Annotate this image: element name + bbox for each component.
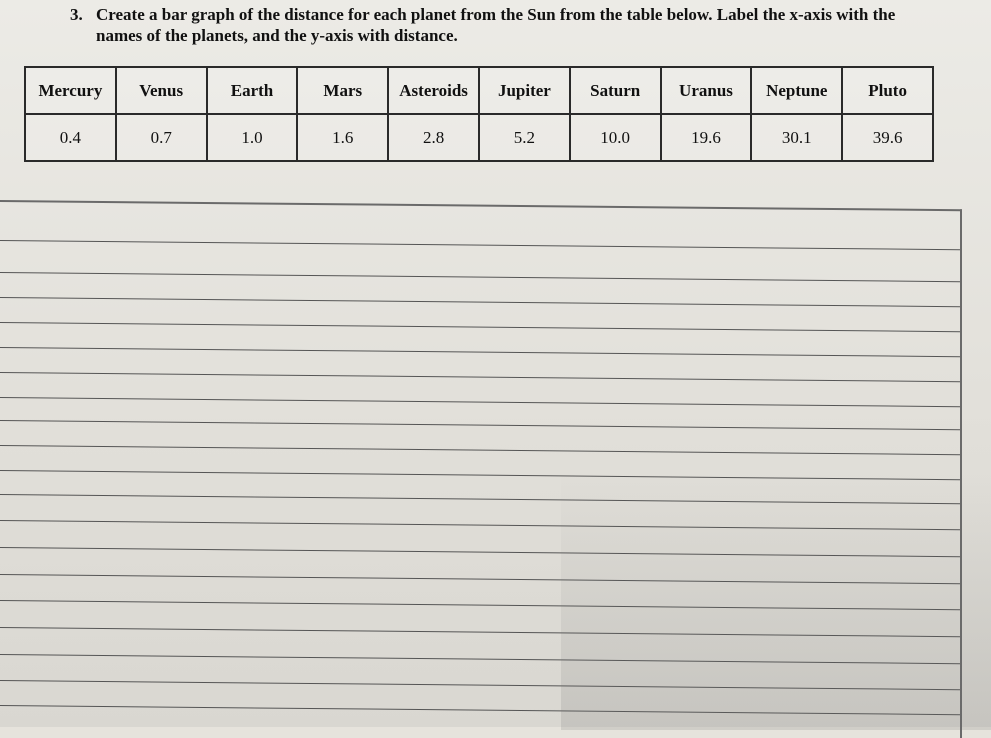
ruled-line	[0, 420, 960, 430]
table-cell-header: Jupiter	[479, 67, 570, 114]
table-cell-header: Uranus	[661, 67, 752, 114]
ruled-line	[0, 272, 960, 282]
table-cell-value: 1.0	[207, 114, 298, 161]
planet-distance-table	[24, 66, 934, 162]
ruled-line	[0, 372, 960, 382]
table-cell-header: Saturn	[570, 67, 661, 114]
ruled-line	[0, 322, 960, 332]
table-cell-header: Venus	[116, 67, 207, 114]
ruled-line	[0, 240, 960, 250]
table-cell-value: 1.6	[297, 114, 388, 161]
ruled-line	[0, 347, 960, 357]
ruled-line	[0, 397, 960, 407]
ruled-line	[0, 297, 960, 307]
table-value-row	[25, 114, 933, 161]
table-cell-value: 5.2	[479, 114, 570, 161]
table-cell-header: Pluto	[842, 67, 933, 114]
table-cell-header: Neptune	[751, 67, 842, 114]
table-cell-value: 39.6	[842, 114, 933, 161]
ruled-line	[0, 445, 960, 455]
table-cell-value: 10.0	[570, 114, 661, 161]
table-header-row	[25, 67, 933, 114]
table-cell-header: Mars	[297, 67, 388, 114]
question-number: 3.	[70, 5, 83, 24]
question-text: Create a bar graph of the distance for each planet from the Sun from the table below. Label the x-axis with the names of the planets, and the y-axis with distance.	[96, 5, 896, 45]
photo-shadow	[561, 470, 991, 730]
table-cell-value: 0.7	[116, 114, 207, 161]
table-cell-value: 0.4	[25, 114, 116, 161]
table-cell-value: 2.8	[388, 114, 479, 161]
table-cell-value: 19.6	[661, 114, 752, 161]
table-cell-value: 30.1	[751, 114, 842, 161]
table-cell-header: Mercury	[25, 67, 116, 114]
table-cell-header: Earth	[207, 67, 298, 114]
table-cell-header: Asteroids	[388, 67, 479, 114]
